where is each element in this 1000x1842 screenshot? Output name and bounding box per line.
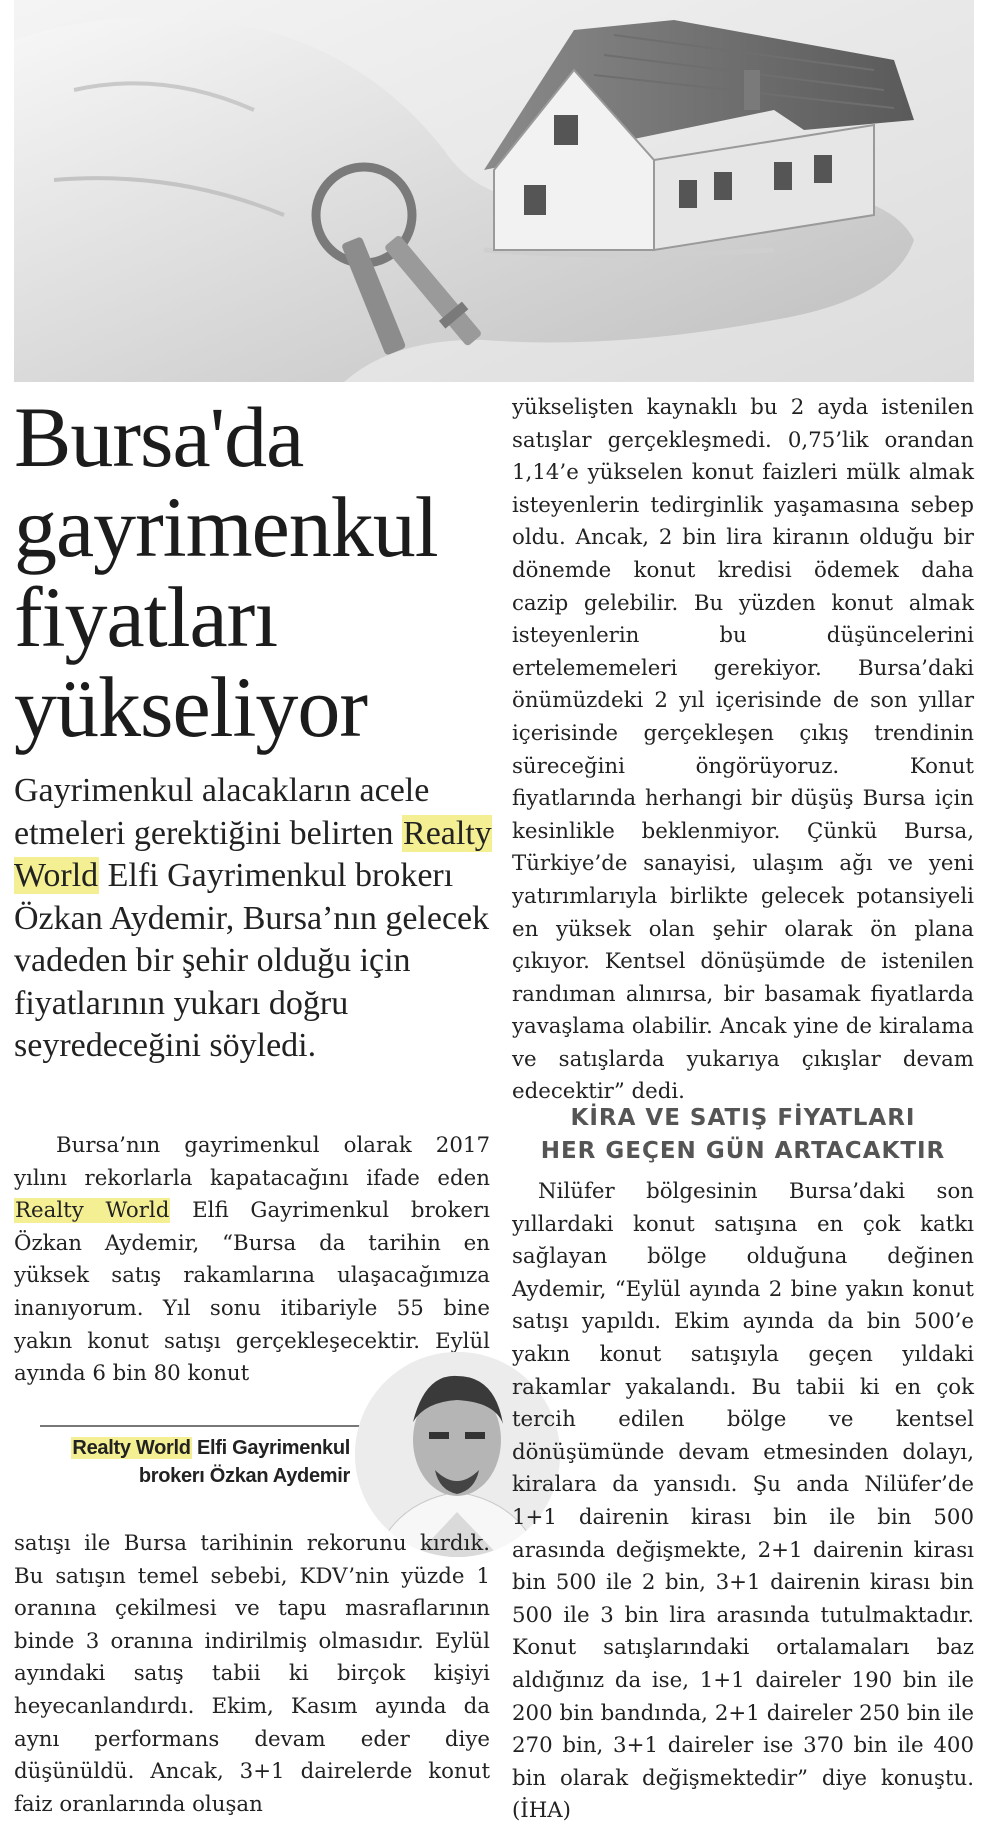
body-paragraph: Nilüfer bölgesinin Bursa’daki son yıllardaki konut satışına en çok katkı sağlayan bölge olduğuna değinen Aydemir, “Eylül ayında 2 bine yakın konut satışı yapıldı. Ekim ayında da bin 500’e yakın konut satışıyla geçen yıldaki rakamlar yakalandı. Bu tabii ki en çok tercih edilen bölge ve kentsel dönüşümünde devam etmesinden dolayı, kiralara da yansıdı. Şu anda Nilüfer’de 1+1 dairenin kirası bin ile bin 500 arasında değişmekte, 2+1 dairenin kirası bin 500 ile 2 bin, 3+1 dairenin kirası bin 500 ile 3 bin lira arasında tutulmaktadır. Konut satışlarındaki ortalamaları baz aldığınız da ise, 1+1 daireler 190 bin ile 200 bin bandında, 2+1 daireler 250 bin ile 270 bin, 3+1 daireler ise 370 bin ile 400 bin olarak değişmektedir” diye konuştu. (İHA) <box>512 1179 974 1824</box>
section-subheading <box>512 1102 974 1168</box>
body-paragraph: satışı ile Bursa tarihinin rekorunu kırdık. Bu satışın temel sebebi, KDV’nin yüzde 1 oranına çekilmesi ve tapu masraflarının binde 3 oranına indirilmiş olmasıdır. Eylül ayındaki satış tabii ki birçok kişiyi heyecanlandırdı. Ekim, Kasım ayında da aynı performans devam eder diye düşünüldü. Ancak, 3+1 dairelerde konut faiz oranlarında oluşan <box>14 1531 490 1817</box>
caption-line2: brokerı Özkan Aydemir <box>138 1465 350 1487</box>
brand-highlight: Realty World <box>15 1198 170 1224</box>
hand-house-keys-illustration <box>14 0 974 382</box>
subheading-line-2: HER GEÇEN GÜN ARTACAKTIR <box>540 1138 946 1164</box>
body-column-3 <box>512 1176 974 1828</box>
lede-paragraph <box>14 770 500 1068</box>
lede-text-post: Elfi Gayrimenkul brokerı Özkan Aydemir, Bursa’nın gelecek vadeden bir şehir olduğu için fiyatlarının yukarı doğru seyredeceğini söyledi. <box>14 857 490 1064</box>
caption-line1: Elfi Gayrimenkul <box>191 1437 350 1459</box>
caption-divider <box>40 1425 360 1427</box>
body-paragraph <box>14 1130 490 1391</box>
body-paragraph: yükselişten kaynaklı bu 2 ayda istenilen satışlar gerçekleşmedi. 0,75’lik orandan 1,14’e yükselen konut faizleri mülk almak isteyenlerin tedirginlik yaşamasına sebep oldu. Ancak, 2 bin lira kiranın olduğu bir dönemde konut kredisi ödemek daha cazip gelebilir. Bu yüzden konut almak isteyenlerin bu düşüncelerini ertelememeleri gerekiyor. Bursa’daki önümüzdeki 2 yıl içerisinde de son yıllar içerisinde gerçekleşen çıkış trendinin süreceğini öngörüyoruz. Konut fiyatlarında herhangi bir düşüş Bursa için kesinlikle beklenmiyor. Çünkü Bursa, Türkiye’de sanayisi, ulaşım ağı ve yeni yatırımlarıyla birlikte gelecek potansiyeli en yüksek olan şehir olarak ön plana çıkıyor. Kentsel dönüşümde de istenilen randıman alınırsa, bir basamak fiyatlarda yavaşlama olabilir. Ancak yine de kiralama ve satışlarda yukarıya çıkışlar devam edecektir” dedi. <box>512 395 974 1105</box>
subheading-line-1: KİRA VE SATIŞ FİYATLARI <box>570 1105 916 1131</box>
body-column-2 <box>512 392 974 1109</box>
body-text-post: Elfi Gayrimenkul brokerı Özkan Aydemir, “Bursa da tarihin en yüksek satış rakamlarına ulaşacağımıza inanıyorum. Yıl sonu itibariyle 55 bine yakın konut satışı gerçekleşecektir. Eylül ayında 6 bin 80 konut <box>14 1198 490 1387</box>
lede-text-pre: Gayrimenkul alacakların acele etmeleri gerektiğini belirten <box>14 772 430 852</box>
body-column-1-top <box>14 1130 490 1391</box>
photo-caption <box>40 1434 350 1490</box>
body-column-1-bottom <box>14 1528 490 1821</box>
caption-brand-highlight: Realty World <box>72 1437 191 1459</box>
body-text-pre: Bursa’nın gayrimenkul olarak 2017 yılını rekorlarla kapatacağını ifade eden <box>14 1133 490 1191</box>
hero-photo <box>14 0 974 382</box>
headline: Bursa'da gayrimenkul fiyatları yükseliyor <box>14 389 438 755</box>
brand-highlight: Realty World <box>14 814 492 894</box>
